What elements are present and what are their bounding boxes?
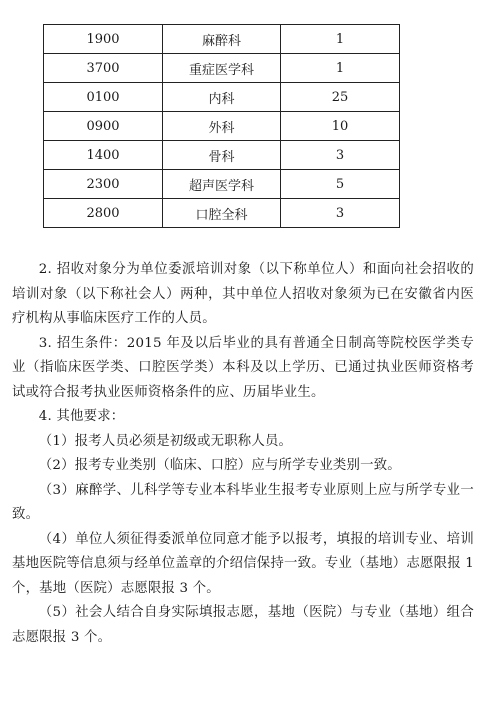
quota-table [43, 24, 400, 228]
requirement-item: （1）报考人员必须是初级或无职称人员。 [38, 433, 293, 449]
requirement-item: （3）麻醉学、儿科学等专业本科毕业生报考专业原则上应与所学专业一致。 [12, 482, 474, 522]
specialty-code: 0100 [44, 83, 163, 112]
table-row [44, 83, 400, 112]
paragraph-enrollment-targets: 2. 招收对象分为单位委派培训对象（以下称单位人）和面向社会招收的培训对象（以下称社会人）两种，其中单位人招收对象须为已在安徽省内医疗机构从事临床医疗工作的人员。 [12, 262, 474, 326]
quota-count: 3 [281, 141, 400, 170]
specialty-name: 内科 [163, 83, 281, 112]
specialty-code: 3700 [44, 54, 163, 83]
quota-count: 10 [281, 112, 400, 141]
specialty-name: 超声医学科 [163, 170, 281, 199]
quota-count: 3 [281, 199, 400, 228]
document-body [12, 258, 474, 650]
quota-count: 25 [281, 83, 400, 112]
quota-count: 1 [281, 25, 400, 54]
paragraph-admission-conditions: 3. 招生条件：2015 年及以后毕业的具有普通全日制高等院校医学类专业（指临床医学类、口腔医学类）本科及以上学历、已通过执业医师资格考试或符合报考执业医师资格条件的应、历届毕业生。 [12, 335, 474, 400]
specialty-name: 麻醉科 [163, 25, 281, 54]
specialty-code: 1900 [44, 25, 163, 54]
table-row [44, 54, 400, 83]
table-row [44, 199, 400, 228]
table-row [44, 170, 400, 199]
table-row [44, 112, 400, 141]
specialty-code: 1400 [44, 141, 163, 170]
specialty-name: 重症医学科 [163, 54, 281, 83]
requirement-item: （4）单位人须征得委派单位同意才能予以报考，填报的培训专业、培训基地医院等信息须与经单位盖章的介绍信保持一致。专业（基地）志愿限报 1 个，基地（医院）志愿限报 3 个。 [12, 531, 474, 596]
quota-count: 5 [281, 170, 400, 199]
requirement-item: （5）社会人结合自身实际填报志愿，基地（医院）与专业（基地）组合志愿限报 3 个。 [12, 605, 474, 645]
quota-count: 1 [281, 54, 400, 83]
specialty-name: 口腔全科 [163, 199, 281, 228]
table-row [44, 141, 400, 170]
specialty-name: 外科 [163, 112, 281, 141]
table-row [44, 25, 400, 54]
specialty-code: 2800 [44, 199, 163, 228]
specialty-code: 2300 [44, 170, 163, 199]
specialty-code: 0900 [44, 112, 163, 141]
requirement-item: （2）报考专业类别（临床、口腔）应与所学专业类别一致。 [38, 458, 401, 473]
paragraph-other-requirements-heading: 4. 其他要求： [38, 409, 125, 424]
specialty-name: 骨科 [163, 141, 281, 170]
